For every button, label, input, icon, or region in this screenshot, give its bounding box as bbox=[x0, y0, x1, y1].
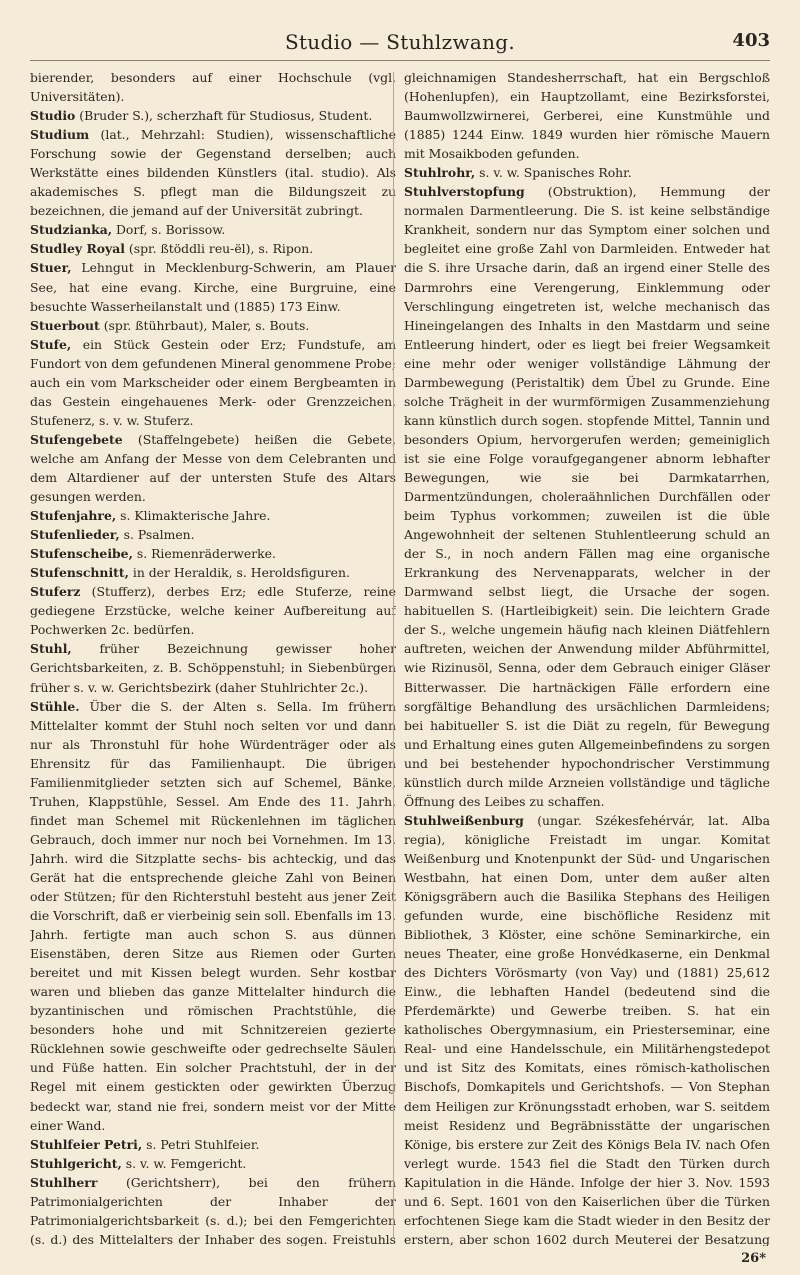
entry-text: Lehngut in Mecklenburg-Schwerin, am Plauer See, hat eine evang. Kirche, eine Burgruine, eine besuchte Wasserheilanstalt und (1885) 173 Einw. bbox=[30, 260, 396, 314]
dictionary-entry bbox=[404, 163, 770, 182]
dictionary-entry bbox=[30, 335, 396, 430]
signature-mark: 26* bbox=[741, 1251, 766, 1266]
entry-text: (lat., Mehrzahl: Studien), wissenschaftliche Forschung sowie der Gegenstand derselben; auch Werkstätte eines bildenden Künstlers (ital. studio). Als akademisches S. pflegt man die Bildungszeit zu bezeichnen, die jemand auf der Universität zubringt. bbox=[30, 127, 396, 219]
entry-text: s. v. w. Spanisches Rohr. bbox=[475, 165, 632, 181]
dictionary-entry bbox=[404, 182, 770, 811]
dictionary-entry bbox=[30, 220, 396, 239]
dictionary-entry bbox=[404, 811, 770, 1246]
column-divider bbox=[393, 72, 394, 1237]
entry-text: gleichnamigen Standesherrschaft, hat ein Bergschloß (Hohenlupfen), ein Hauptzollamt, eine Bezirksforstei, Baumwollzwirnerei, Gerberei, eine Kunstmühle und (1885) 1244 Einw. 1849 wurden hier römische Mauern mit Mosaikboden gefunden. bbox=[404, 70, 770, 162]
entry-headword: Stuferz bbox=[30, 584, 81, 600]
dictionary-entry bbox=[30, 544, 396, 563]
entry-text: (Staffelngebete) heißen die Gebete, welche am Anfang der Messe von dem Celebranten und dem Altardiener auf der untersten Stufe des Altars gesungen werden. bbox=[30, 431, 396, 505]
dictionary-entry bbox=[30, 1154, 396, 1173]
page-header bbox=[30, 22, 770, 62]
entry-headword: Stufe, bbox=[30, 336, 72, 352]
dictionary-entry bbox=[30, 525, 396, 544]
entry-text: bierender, besonders auf einer Hochschule (vgl. Universitäten). bbox=[30, 70, 396, 105]
dictionary-entry bbox=[30, 125, 396, 220]
entry-text: s. Petri Stuhlfeier. bbox=[142, 1136, 260, 1152]
entry-text: (spr. ßtöddli reu-ël), s. Ripon. bbox=[124, 241, 314, 257]
entry-headword: Stuhlherr bbox=[30, 1174, 98, 1190]
left-column bbox=[30, 68, 396, 1246]
running-head: Studio — Stuhlzwang. bbox=[284, 30, 516, 54]
entry-headword: Stühle. bbox=[30, 698, 80, 714]
dictionary-entry bbox=[30, 639, 396, 696]
page-number: 403 bbox=[732, 30, 770, 51]
entry-text: (Bruder S.), scherzhaft für Studiosus, Student. bbox=[75, 108, 373, 124]
dictionary-entry bbox=[30, 430, 396, 506]
entry-text: ein Stück Gestein oder Erz; Fundstufe, am Fundort von dem gefundenen Mineral genommene Probe; auch ein vom Markscheider oder einem Bergbeamten in das Gestein eingehauenes Merk- oder Grenzzeichen. Stufenerz, s. v. w. Stuferz. bbox=[30, 336, 396, 428]
dictionary-entry bbox=[30, 239, 396, 258]
entry-text: s. Psalmen. bbox=[119, 527, 195, 543]
entry-headword: Stuhlweißenburg bbox=[404, 812, 524, 828]
entry-headword: Stufenjahre, bbox=[30, 508, 117, 524]
entry-headword: Stufenlieder, bbox=[30, 527, 120, 543]
entry-headword: Stufenscheibe, bbox=[30, 546, 133, 562]
entry-text: (ungar. Székesfehérvár, lat. Alba regia), königliche Freistadt im ungar. Komitat Weißenburg und Knotenpunkt der Süd- und Ungarischen Westbahn, hat einen Dom, unter dem außer alten Königsgräbern auch die Basilika Stephans des Heiligen gefunden wurde, eine bischöfliche Residenz mit Bibliothek, 3 Klöster, eine schöne Seminarkirche, ein neues Theater, eine große Honvédkaserne, ein Denkmal des Dichters Vörösmarty (von Vay) und (1881) 25,612 Einw., die lebhaften Handel (bedeutend sind die Pferdemärkte) und Gewerbe treiben. S. hat ein katholisches Obergymnasium, ein Priesterseminar, eine Real- und eine Handelsschule, ein Militärhengstedepot und ist Sitz des Komitats, eines römisch-katholischen Bischofs, Domkapitels und Gerichtshofs. — Von Stephan dem Heiligen zur Krönungsstadt erhoben, war S. seitdem meist Residenz und Begräbnisstätte der ungarischen Könige, bis erstere zur Zeit des Königs Bela IV. nach Ofen verlegt wurde. 1543 fiel die Stadt den Türken durch Kapitulation in die Hände. Infolge der hier 3. Nov. 1593 und 6. Sept. 1601 von den Kaiserlichen über die Türken erfochtenen Siege kam die Stadt wieder in den Besitz der erstern, aber schon 1602 durch Meuterei der Besatzung bbox=[404, 812, 770, 1246]
entry-text: in der Heraldik, s. Heroldsfiguren. bbox=[128, 565, 350, 581]
entry-headword: Stuhlrohr, bbox=[404, 165, 476, 181]
dictionary-entry bbox=[30, 316, 396, 335]
entry-headword: Stuhlverstopfung bbox=[404, 184, 525, 200]
entry-text: s. v. w. Femgericht. bbox=[121, 1155, 247, 1171]
entry-headword: Stuer, bbox=[30, 260, 72, 276]
dictionary-entry bbox=[30, 1135, 396, 1154]
dictionary-entry bbox=[30, 563, 396, 582]
entry-headword: Studium bbox=[30, 127, 90, 143]
entry-text: s. Klimakterische Jahre. bbox=[116, 508, 271, 524]
entry-text: (Stufferz), derbes Erz; edle Stuferze, reine gediegene Erzstücke, welche keiner Aufbereitung auf Pochwerken 2c. bedürfen. bbox=[30, 584, 396, 638]
entry-headword: Stuhlfeier Petri, bbox=[30, 1136, 143, 1152]
entry-text: (spr. ßtührbaut), Maler, s. Bouts. bbox=[99, 317, 310, 333]
entry-headword: Stuerbout bbox=[30, 317, 100, 333]
entry-text: früher Bezeichnung gewisser hoher Gerichtsbarkeiten, z. B. Schöppenstuhl; in Siebenbürgen früher s. v. w. Gerichtsbezirk (daher Stuhlrichter 2c.). bbox=[30, 641, 396, 695]
entry-headword: Studzianka, bbox=[30, 222, 113, 238]
entry-headword: Stufengebete bbox=[30, 431, 123, 447]
dictionary-entry bbox=[30, 106, 396, 125]
dictionary-entry bbox=[404, 68, 770, 163]
entry-text: Über die S. der Alten s. Sella. Im frühern Mittelalter kommt der Stuhl noch selten vor und dann nur als Thronstuhl für hohe Würdenträger oder als Ehrensitz für das Familienhaupt. Die übrigen Familienmitglieder setzten sich auf Schemel, Bänke, Truhen, Klappstühle, Sessel. Am Ende des 11. Jahrh. findet man Schemel mit Rückenlehnen im täglichen Gebrauch, doch immer nur noch bei Vornehmen. Im 13. Jahrh. wird die Sitzplatte sechs- bis achteckig, und das Gerät hat die entsprechende gleiche Zahl von Beinen oder Stützen; für den Richterstuhl besteht aus jener Zeit die Vorschrift, daß er vierbeinig sein soll. Ebenfalls im 13. Jahrh. fertigte man auch schon S. aus dünnen Eisenstäben, deren Sitze aus Riemen oder Gurten bereitet und mit Kissen belegt wurden. Sehr kostbar waren und blieben das ganze Mittelalter hindurch die byzantinischen und römischen Prachtstühle, die besonders hohe und mit Schnitzereien gezierte Rücklehnen sowie geschweifte oder gedrechselte Säulen und Füße hatten. Ein solcher Prachtstuhl, der in der Regel mit einem gestickten oder gewirkten Überzug bedeckt war, stand nie frei, sondern meist vor der Mitte einer Wand. bbox=[30, 698, 396, 1133]
entry-headword: Stuhl, bbox=[30, 641, 72, 657]
dictionary-entry bbox=[30, 1173, 396, 1246]
dictionary-entry bbox=[30, 68, 396, 106]
header-rule bbox=[30, 60, 770, 61]
entry-text: (Obstruktion), Hemmung der normalen Darmentleerung. Die S. ist keine selbständige Krankheit, sondern nur das Symptom einer solchen und begleitet eine große Zahl von Darmleiden. Entweder hat die S. ihre Ursache darin, daß an irgend einer Stelle des Darmrohrs eine Verengerung, Einklemmung oder Verschlingung eingetreten ist, welche mechanisch das Hineingelangen des Inhalts in den Mastdarm und seine Entleerung hindert, oder es liegt bei freier Wegsamkeit eine mehr oder weniger vollständige Lähmung der Darmbewegung (Peristaltik) dem Übel zu Grunde. Eine solche Trägheit in der wurmförmigen Zusammenziehung kann künstlich durch sogen. stopfende Mittel, Tannin und besonders Opium, hervorgerufen werden; gemeiniglich ist sie eine Folge voraufgegangener abnorm lebhafter Bewegungen, wie sie bei Darmkatarrhen, Darmentzündungen, choleraähnlichen Durchfällen oder beim Typhus vorkommen; zuweilen ist die üble Angewohnheit der seltenen Stuhlentleerung schuld an der S., in noch andern Fällen mag eine organische Erkrankung des Nervenapparats, welcher in der Darmwand selbst liegt, die Ursache der sogen. habituellen S. (Hartleibigkeit) sein. Die leichtern Grade der S., welche ungemein häufig nach kleinen Diätfehlern auftreten, weichen der Anwendung milder Abführmittel, wie Rizinusöl, Senna, oder dem Gebrauch einiger Gläser Bitterwasser. Die hartnäckigen Fälle erfordern eine sorgfältige Behandlung des ursächlichen Darmleidens; bei habitueller S. ist die Diät zu regeln, für Bewegung und Erhaltung eines guten Allgemeinbefindens zu sorgen und bei bestehender hypochondrischer Verstimmung künstlich durch milde Arzneien vollständige und tägliche Öffnung des Leibes zu schaffen. bbox=[404, 184, 770, 809]
entry-headword: Studley Royal bbox=[30, 241, 125, 257]
dictionary-entry bbox=[30, 506, 396, 525]
entry-text: Dorf, s. Borissow. bbox=[112, 222, 226, 238]
entry-text: s. Riemenräderwerke. bbox=[132, 546, 276, 562]
dictionary-entry bbox=[30, 697, 396, 1135]
dictionary-entry bbox=[30, 582, 396, 639]
dictionary-entry bbox=[30, 258, 396, 315]
entry-headword: Studio bbox=[30, 108, 76, 124]
entry-headword: Stuhlgericht, bbox=[30, 1155, 122, 1171]
right-column bbox=[404, 68, 770, 1246]
entry-text: (Gerichtsherr), bei den frühern Patrimonialgerichten der Inhaber der Patrimonialgerichtsbarkeit (s. d.); bei den Femgerichten (s. d.) des Mittelalters der Inhaber des sogen. Freistuhls bbox=[30, 1174, 396, 1246]
entry-headword: Stufenschnitt, bbox=[30, 565, 129, 581]
